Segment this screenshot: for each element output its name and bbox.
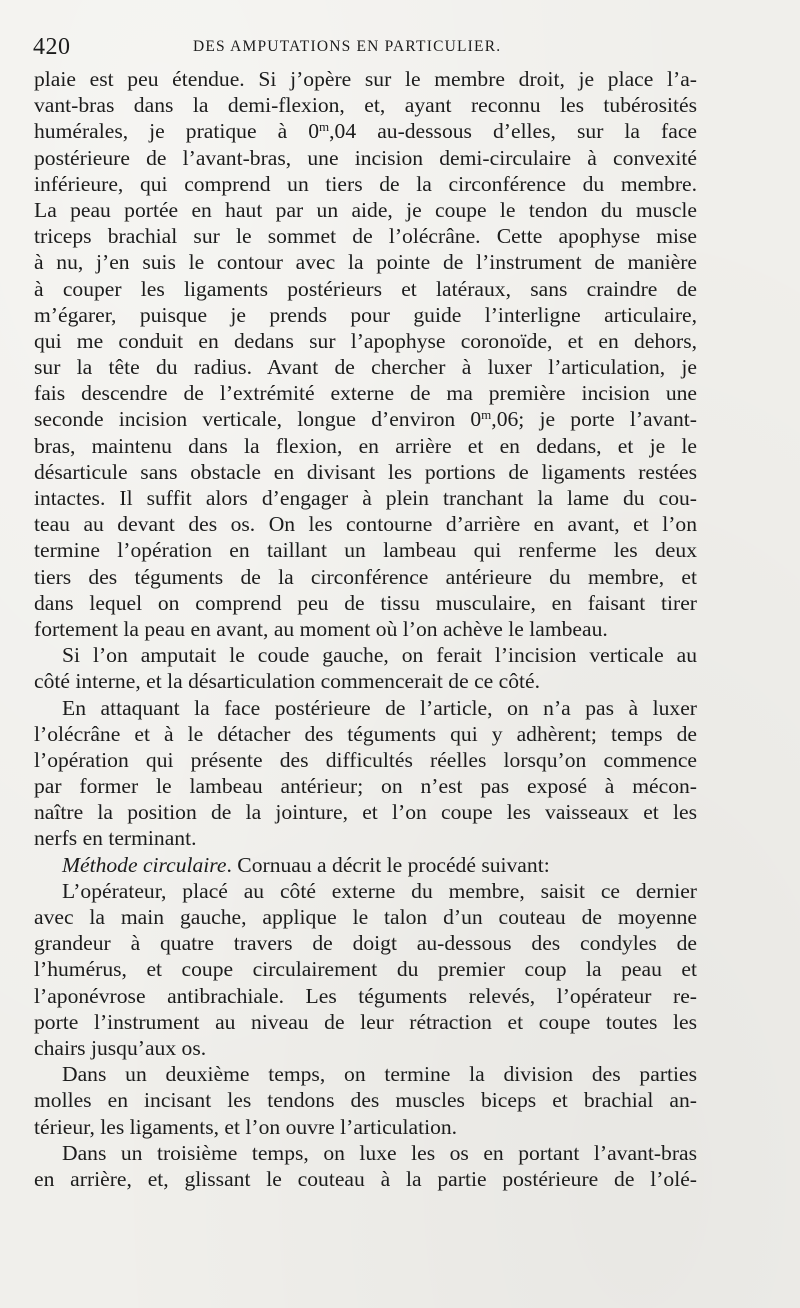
text-line: vant-bras dans la demi-flexion, et, ayant reconnu les tubérosités xyxy=(34,93,697,118)
text-line: l’olécrâne et à le détacher des téguments qui y adhèrent; temps de xyxy=(34,721,697,746)
text-line: En attaquant la face postérieure de l’article, on n’a pas à luxer xyxy=(62,695,697,720)
text-segment: ,06; je porte l’avant- xyxy=(491,407,697,432)
text-line: à nu, j’en suis le contour avec la pointe de l’instrument de manière xyxy=(34,250,697,275)
text-line: termine l’opération en taillant un lambeau qui renferme les deux xyxy=(34,538,697,563)
text-line: inférieure, qui comprend un tiers de la circonférence du membre. xyxy=(34,171,697,196)
text-line: triceps brachial sur le sommet de l’olécrâne. Cette apophyse mise xyxy=(34,224,697,249)
text-line: Dans un troisième temps, on luxe les os en portant l’avant-bras xyxy=(62,1140,697,1165)
text-line: dans lequel on comprend peu de tissu musculaire, en faisant tirer xyxy=(34,590,697,615)
text-line: plaie est peu étendue. Si j’opère sur le membre droit, je place l’a- xyxy=(34,67,697,91)
text-segment: . Cornuau a décrit le procédé suivant: xyxy=(226,852,550,877)
text-line: intactes. Il suffit alors d’engager à plein tranchant la lame du cou- xyxy=(34,486,697,510)
text-line: qui me conduit en dedans sur l’apophyse coronoïde, et en dehors, xyxy=(34,328,697,353)
text-line: L’opérateur, placé au côté externe du membre, saisit ce dernier xyxy=(62,878,697,903)
text-line: côté interne, et la désarticulation commencerait de ce côté. xyxy=(34,669,540,694)
text-line: La peau portée en haut par un aide, je coupe le tendon du muscle xyxy=(34,197,697,222)
superscript-unit: m xyxy=(319,119,330,135)
text-line: l’aponévrose antibrachiale. Les téguments relevés, l’opérateur re- xyxy=(34,983,697,1008)
running-head: DES AMPUTATIONS EN PARTICULIER. xyxy=(193,38,502,55)
text-line: nerfs en terminant. xyxy=(34,826,197,851)
page-header xyxy=(33,34,733,64)
text-line: Si l’on amputait le coude gauche, on ferait l’incision verticale au xyxy=(62,643,697,668)
text-line: l’humérus, et coupe circulairement du premier coup la peau et xyxy=(34,957,697,982)
text-line: Dans un deuxième temps, on termine la division des parties xyxy=(62,1062,697,1087)
body-text xyxy=(34,66,697,1192)
text-line: postérieure de l’avant-bras, une incision demi-circulaire à convexité xyxy=(34,145,697,170)
superscript-unit: m xyxy=(481,407,492,423)
text-line: naître la position de la jointure, et l’on coupe les vaisseaux et les xyxy=(34,800,697,825)
text-line: l’opération qui présente des difficultés réelles lorsqu’on commence xyxy=(34,747,697,772)
text-line: molles en incisant les tendons des muscles biceps et brachial an- xyxy=(34,1088,697,1113)
text-segment: humérales, je pratique à 0 xyxy=(34,119,320,144)
text-line: en arrière, et, glissant le couteau à la partie postérieure de l’olé- xyxy=(34,1166,697,1191)
text-line: tiers des téguments de la circonférence antérieure du membre, et xyxy=(34,564,697,589)
text-line xyxy=(34,852,697,878)
text-line xyxy=(34,118,697,144)
text-line: porte l’instrument au niveau de leur rétraction et coupe toutes les xyxy=(34,1009,697,1034)
text-line: térieur, les ligaments, et l’on ouvre l’articulation. xyxy=(34,1114,458,1139)
text-line xyxy=(34,406,697,432)
text-line: teau au devant des os. On les contourne d’arrière en avant, et l’on xyxy=(34,512,697,537)
text-line: avec la main gauche, applique le talon d’un couteau de moyenne xyxy=(34,905,697,929)
text-line: fais descendre de l’extrémité externe de ma première incision une xyxy=(34,381,697,406)
italic-heading: Méthode circulaire xyxy=(62,852,227,877)
text-line: grandeur à quatre travers de doigt au-dessous des condyles de xyxy=(34,931,697,956)
text-segment: seconde incision verticale, longue d’environ 0 xyxy=(34,407,482,432)
text-segment: ,04 au-dessous d’elles, sur la face xyxy=(329,119,697,144)
text-line: à couper les ligaments postérieurs et latéraux, sans craindre de xyxy=(34,276,697,301)
text-line: sur la tête du radius. Avant de chercher à luxer l’articulation, je xyxy=(34,355,697,380)
text-line: bras, maintenu dans la flexion, en arrière et en dedans, et je le xyxy=(34,433,697,458)
text-line: m’égarer, puisque je prends pour guide l’interligne articulaire, xyxy=(34,302,697,327)
text-line: chairs jusqu’aux os. xyxy=(34,1035,207,1060)
text-line: par former le lambeau antérieur; on n’est pas exposé à mécon- xyxy=(34,774,697,799)
text-line: désarticule sans obstacle en divisant les portions de ligaments restées xyxy=(34,459,697,484)
text-line: fortement la peau en avant, au moment où l’on achève le lambeau. xyxy=(34,616,608,641)
page-number: 420 xyxy=(33,34,71,60)
